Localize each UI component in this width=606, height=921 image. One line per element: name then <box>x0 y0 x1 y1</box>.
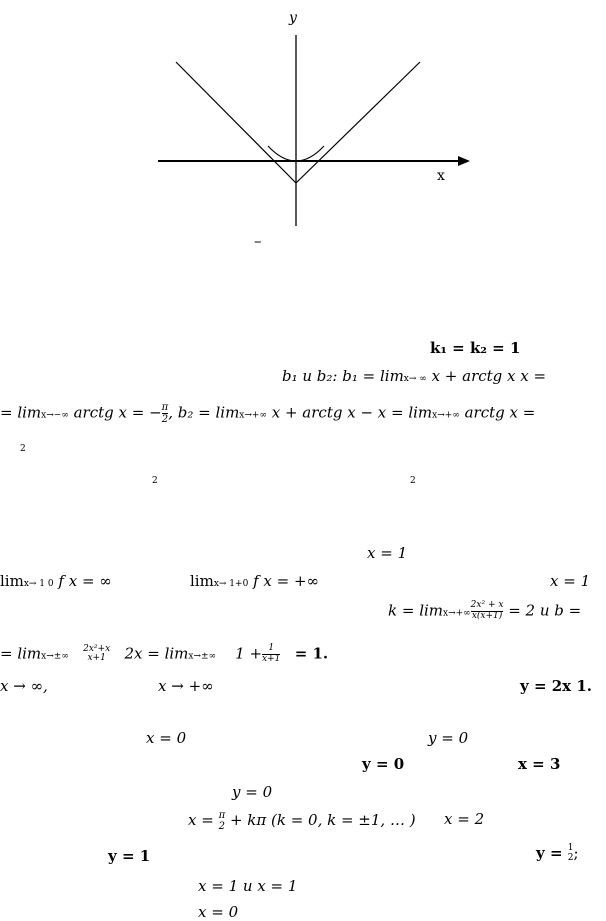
eq-y-half: y = 1 2 ; <box>536 843 579 863</box>
x-axis-label: x <box>437 168 445 184</box>
intercepts-line: b₁ и b₂: b₁ = limx→ ∞ x + arctg x x = <box>282 367 547 385</box>
eq-x-zero-2: x = 0 <box>198 903 239 921</box>
fragment-2c: 2 <box>410 476 416 486</box>
vertical-asymptote-candidate: x = 1 <box>367 544 408 562</box>
left-asymptote <box>176 62 296 183</box>
eq-x-two: x = 2 <box>444 810 485 828</box>
y-axis-label: y <box>289 10 297 26</box>
one-sided-limits: limx→ 1 0 f x = ∞ <box>0 572 112 590</box>
eq-y-zero-3: y = 0 <box>232 783 273 801</box>
slope-equality: k₁ = k₂ = 1 <box>430 339 521 357</box>
eq-y-one: y = 1 <box>108 847 151 865</box>
limit-direction-right: x → +∞ <box>158 677 214 695</box>
minus-mark: – <box>254 232 262 250</box>
eq-x-three: x = 3 <box>518 755 561 773</box>
intercept-b: = limx→±∞ 2x²+x x+1 2x = limx→±∞ 1 + $\frac{1}{x+1}$ = 1. <box>0 643 329 664</box>
slope-k: k = limx→+∞ $\frac{\text{2x² + x}}{x(x+1)}$ = 2 и b = <box>388 600 582 621</box>
fragment-2a: 2 <box>20 444 26 454</box>
right-asymptote <box>296 62 420 183</box>
intercepts-computation: = limx→−∞ arctg x = − $\frac{\pi}{2}$ , b₂ = limx→+∞ x + arctg x − x = limx→+∞ arctg x = <box>0 402 536 425</box>
right-limit: limx→ 1+0 f x = +∞ <box>190 572 320 590</box>
eq-x-pi-half: x = π 2 + kπ (k = 0, k = ±1, … ) <box>188 810 416 832</box>
eq-y-zero: y = 0 <box>428 729 469 747</box>
asymptote-graph <box>0 0 606 260</box>
eq-x-minus-one-and-one: x = 1 и x = 1 <box>198 877 298 895</box>
limit-direction-left: x → ∞, <box>0 677 48 695</box>
x-axis-arrow <box>458 156 470 166</box>
fragment-2b: 2 <box>152 476 158 486</box>
eq-x-zero: x = 0 <box>146 729 187 747</box>
oblique-asymptote: y = 2x 1. <box>520 677 592 695</box>
eq-y-zero-2: y = 0 <box>362 755 405 773</box>
vertical-asymptote: x = 1 <box>550 572 591 590</box>
